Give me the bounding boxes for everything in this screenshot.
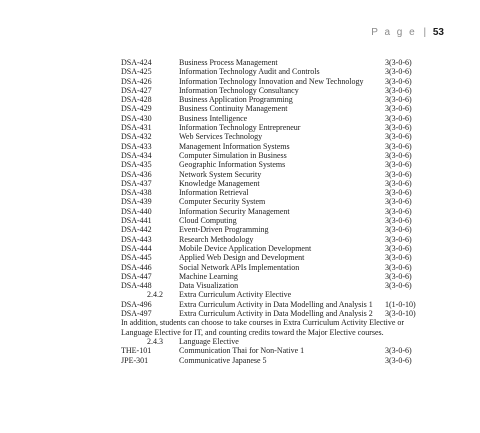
- course-credits: 3(3-0-6): [385, 169, 412, 179]
- section-number: 2.4.2: [147, 290, 163, 300]
- course-title: Communication Thai for Non-Native 1: [179, 346, 305, 356]
- course-code: DSA-442: [121, 225, 152, 235]
- course-title: Business Continuity Management: [179, 104, 288, 114]
- course-title: Business Process Management: [179, 58, 278, 67]
- course-row: [121, 356, 421, 365]
- course-row: [121, 309, 421, 318]
- course-code: DSA-429: [121, 104, 152, 114]
- course-credits: 3(3-0-6): [385, 160, 412, 170]
- course-row: [121, 77, 421, 86]
- course-title: Mobile Device Application Development: [179, 243, 312, 253]
- course-credits: 1(1-0-10): [385, 299, 416, 309]
- course-title: Knowledge Management: [179, 178, 260, 188]
- course-title: Computer Simulation in Business: [179, 150, 287, 160]
- course-code: DSA-440: [121, 206, 152, 216]
- section-title: Language Elective: [179, 336, 239, 346]
- course-credits: 3(3-0-6): [385, 178, 412, 188]
- course-credits: 3(3-0-6): [385, 271, 412, 281]
- course-row: [121, 58, 421, 67]
- course-code: DSA-435: [121, 160, 152, 170]
- section-heading-2-4-3: [121, 337, 421, 346]
- course-row: [121, 160, 421, 169]
- course-title: Business Intelligence: [179, 113, 248, 123]
- course-row: [121, 86, 421, 95]
- course-row: [121, 179, 421, 188]
- course-code: DSA-426: [121, 76, 152, 86]
- elective-note: In addition, students can choose to take courses in Extra Curriculum Activity Elective or Language Elective for IT, and counting credits toward the Major Elective courses.: [121, 318, 405, 337]
- course-title: Applied Web Design and Development: [179, 253, 305, 263]
- course-code: DSA-436: [121, 169, 152, 179]
- course-code: DSA-428: [121, 95, 152, 105]
- course-row: [121, 346, 421, 355]
- course-title: Network System Security: [179, 169, 262, 179]
- course-title: Information Security Management: [179, 206, 290, 216]
- course-credits: 3(3-0-10): [385, 309, 416, 319]
- course-code: DSA-431: [121, 123, 152, 133]
- course-credits: 3(3-0-6): [385, 150, 412, 160]
- course-code: DSA-427: [121, 85, 152, 95]
- course-code: DSA-424: [121, 58, 152, 67]
- course-title: Extra Curriculum Activity in Data Modelling and Analysis 1: [179, 299, 373, 309]
- course-credits: 3(3-0-6): [385, 67, 412, 77]
- course-credits: 3(3-0-6): [385, 346, 412, 356]
- course-title: Information Technology Audit and Controls: [179, 67, 320, 77]
- course-code: DSA-444: [121, 243, 152, 253]
- page-label: P a g e: [371, 27, 417, 38]
- page-header: [371, 27, 444, 38]
- course-code: THE-101: [121, 346, 152, 356]
- section-number: 2.4.3: [147, 336, 163, 346]
- course-group-language-elective: [121, 346, 421, 365]
- course-row: [121, 263, 421, 272]
- course-row: [121, 132, 421, 141]
- course-credits: 3(3-0-6): [385, 253, 412, 263]
- course-row: [121, 216, 421, 225]
- course-title: Information Technology Consultancy: [179, 85, 299, 95]
- course-title: Information Technology Entrepreneur: [179, 123, 301, 133]
- course-row: [121, 281, 421, 290]
- course-title: Social Network APIs Implementation: [179, 262, 300, 272]
- course-row: [121, 197, 421, 206]
- course-code: JPE-301: [121, 355, 149, 365]
- course-credits: 3(3-0-6): [385, 123, 412, 133]
- course-row: [121, 67, 421, 76]
- course-code: DSA-446: [121, 262, 152, 272]
- course-title: Research Methodology: [179, 234, 254, 244]
- course-group-major-elective: [121, 58, 421, 290]
- course-credits: 3(3-0-6): [385, 188, 412, 198]
- course-credits: 3(3-0-6): [385, 95, 412, 105]
- course-list: [121, 58, 421, 365]
- course-title: Communicative Japanese 5: [179, 355, 267, 365]
- course-code: DSA-432: [121, 132, 152, 142]
- course-code: DSA-430: [121, 113, 152, 123]
- course-title: Data Visualization: [179, 281, 239, 291]
- course-code: DSA-425: [121, 67, 152, 77]
- course-title: Information Technology Innovation and New Technology: [179, 76, 364, 86]
- course-credits: 3(3-0-6): [385, 76, 412, 86]
- course-row: [121, 207, 421, 216]
- course-row: [121, 225, 421, 234]
- course-title: Machine Learning: [179, 271, 238, 281]
- course-credits: 3(3-0-6): [385, 58, 412, 67]
- course-credits: 3(3-0-6): [385, 104, 412, 114]
- course-row: [121, 142, 421, 151]
- course-title: Event-Driven Programming: [179, 225, 269, 235]
- course-credits: 3(3-0-6): [385, 243, 412, 253]
- page-number: 53: [432, 27, 444, 38]
- course-row: [121, 170, 421, 179]
- course-row: [121, 114, 421, 123]
- course-code: DSA-448: [121, 281, 152, 291]
- course-row: [121, 151, 421, 160]
- course-credits: 3(3-0-6): [385, 141, 412, 151]
- course-code: DSA-447: [121, 271, 152, 281]
- course-row: [121, 300, 421, 309]
- course-title: Computer Security System: [179, 197, 266, 207]
- course-credits: 3(3-0-6): [385, 281, 412, 291]
- course-code: DSA-434: [121, 150, 152, 160]
- course-row: [121, 272, 421, 281]
- course-credits: 3(3-0-6): [385, 85, 412, 95]
- course-code: DSA-443: [121, 234, 152, 244]
- course-row: [121, 123, 421, 132]
- course-credits: 3(3-0-6): [385, 262, 412, 272]
- course-title: Information Retrieval: [179, 188, 249, 198]
- course-code: DSA-496: [121, 299, 152, 309]
- section-heading-2-4-2: [121, 290, 421, 299]
- course-credits: 3(3-0-6): [385, 197, 412, 207]
- course-code: DSA-433: [121, 141, 152, 151]
- course-row: [121, 104, 421, 113]
- course-code: DSA-445: [121, 253, 152, 263]
- section-title: Extra Curriculum Activity Elective: [179, 290, 292, 300]
- course-title: Web Services Technology: [179, 132, 263, 142]
- course-code: DSA-497: [121, 309, 152, 319]
- course-title: Geographic Information Systems: [179, 160, 286, 170]
- course-title: Business Application Programming: [179, 95, 293, 105]
- course-credits: 3(3-0-6): [385, 132, 412, 142]
- course-credits: 3(3-0-6): [385, 113, 412, 123]
- course-row: [121, 95, 421, 104]
- course-code: DSA-438: [121, 188, 152, 198]
- course-code: DSA-441: [121, 216, 152, 226]
- course-credits: 3(3-0-6): [385, 206, 412, 216]
- course-code: DSA-437: [121, 178, 152, 188]
- course-credits: 3(3-0-6): [385, 216, 412, 226]
- course-title: Cloud Computing: [179, 216, 237, 226]
- course-row: [121, 188, 421, 197]
- course-credits: 3(3-0-6): [385, 355, 412, 365]
- course-row: [121, 235, 421, 244]
- course-row: [121, 253, 421, 262]
- course-title: Extra Curriculum Activity in Data Modelling and Analysis 2: [179, 309, 373, 319]
- course-group-extra-curriculum: [121, 300, 421, 319]
- course-title: Management Information Systems: [179, 141, 290, 151]
- course-credits: 3(3-0-6): [385, 225, 412, 235]
- page-separator: |: [423, 27, 427, 38]
- course-row: [121, 244, 421, 253]
- course-credits: 3(3-0-6): [385, 234, 412, 244]
- course-code: DSA-439: [121, 197, 152, 207]
